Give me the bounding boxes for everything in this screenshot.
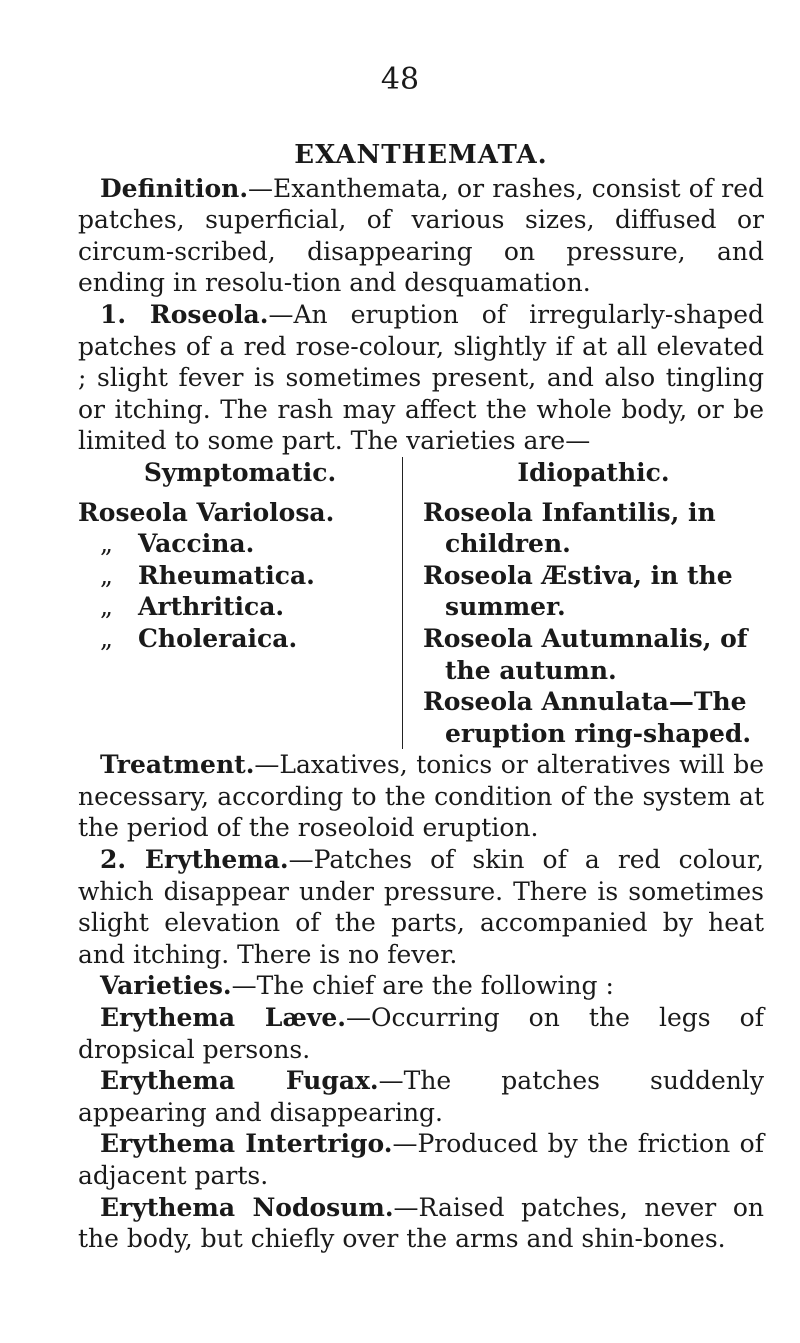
idiopathic-column	[402, 457, 764, 749]
section-title: EXANTHEMATA.	[294, 140, 548, 170]
varieties-columns	[78, 457, 764, 749]
ditto-mark: „	[100, 623, 113, 653]
fugax-paragraph	[78, 1065, 764, 1128]
idiopathic-item: Roseola Æstiva, in the summer.	[423, 560, 733, 622]
fugax-text: —The patches suddenly appearing and disappearing.	[78, 1066, 764, 1127]
idiopathic-heading: Idiopathic.	[517, 457, 670, 487]
laeve-paragraph	[78, 1002, 764, 1065]
laeve-text: —Occurring on the legs of dropsical persons.	[78, 1003, 764, 1064]
treatment-text: —Laxatives, tonics or alteratives will be necessary, according to the condition of the system at the period of the roseoloid eruption.	[78, 750, 764, 843]
symptomatic-item-label: Vaccina.	[138, 529, 255, 559]
symptomatic-item-label: Rheumatica.	[138, 560, 315, 590]
fugax-label: Erythema Fugax.	[100, 1066, 379, 1096]
roseola-label: 1. Roseola.	[100, 299, 269, 329]
intertrigo-paragraph	[78, 1128, 764, 1191]
erythema-label: 2. Erythema.	[100, 845, 289, 875]
symptomatic-column	[78, 457, 402, 749]
nodosum-label: Erythema Nodosum.	[100, 1192, 394, 1222]
symptomatic-item-label: Arthritica.	[138, 592, 285, 622]
intertrigo-text: —Produced by the friction of adjacent parts.	[78, 1129, 764, 1190]
symptomatic-item: Roseola Variolosa.	[78, 497, 335, 527]
page-content	[78, 140, 764, 1255]
varieties-paragraph	[78, 970, 764, 1002]
symptomatic-item	[78, 528, 402, 560]
definition-label: Definition.	[100, 173, 249, 203]
symptomatic-item	[78, 623, 402, 655]
erythema-paragraph	[78, 844, 764, 970]
laeve-label: Erythema Læve.	[100, 1003, 346, 1033]
nodosum-text: —Raised patches, never on the body, but chiefly over the arms and shin-bones.	[78, 1192, 765, 1254]
intertrigo-label: Erythema Intertrigo.	[100, 1129, 393, 1159]
definition-text: —Exanthemata, or rashes, consist of red patches, superficial, of various sizes, diffused or circum-scribed, disappearing on pressure, and ending in resolu-tion and desquamation.	[78, 173, 764, 298]
symptomatic-item	[78, 591, 402, 623]
varieties-label: Varieties.	[100, 971, 232, 1001]
ditto-mark: „	[100, 592, 113, 622]
symptomatic-item	[78, 560, 402, 592]
nodosum-paragraph	[78, 1192, 764, 1255]
idiopathic-item: Roseola Infantilis, in children.	[423, 497, 716, 559]
roseola-paragraph	[78, 299, 764, 457]
definition-paragraph	[78, 173, 764, 299]
symptomatic-heading: Symptomatic.	[143, 457, 337, 487]
treatment-paragraph	[78, 749, 764, 844]
varieties-text: —The chief are the following :	[231, 971, 614, 1001]
symptomatic-item-label: Choleraica.	[138, 623, 298, 653]
idiopathic-item: Roseola Annulata—The eruption ring-shaped.	[423, 687, 752, 748]
ditto-mark: „	[100, 529, 113, 559]
erythema-text: —Patches of skin of a red colour, which disappear under pressure. There is sometimes slight elevation of the parts, accompanied by heat and itching. There is no fever.	[78, 845, 764, 969]
treatment-label: Treatment.	[100, 750, 255, 780]
roseola-text: —An eruption of irregularly-shaped patches of a red rose-colour, slightly if at all elevated ; slight fever is sometimes present, and also tingling or itching. The rash may affect the whole body, or be limited to some part. The varieties are—	[78, 299, 764, 456]
page-number: 48	[380, 62, 420, 97]
ditto-mark: „	[100, 560, 113, 590]
idiopathic-item: Roseola Autumnalis, of the autumn.	[423, 623, 748, 685]
